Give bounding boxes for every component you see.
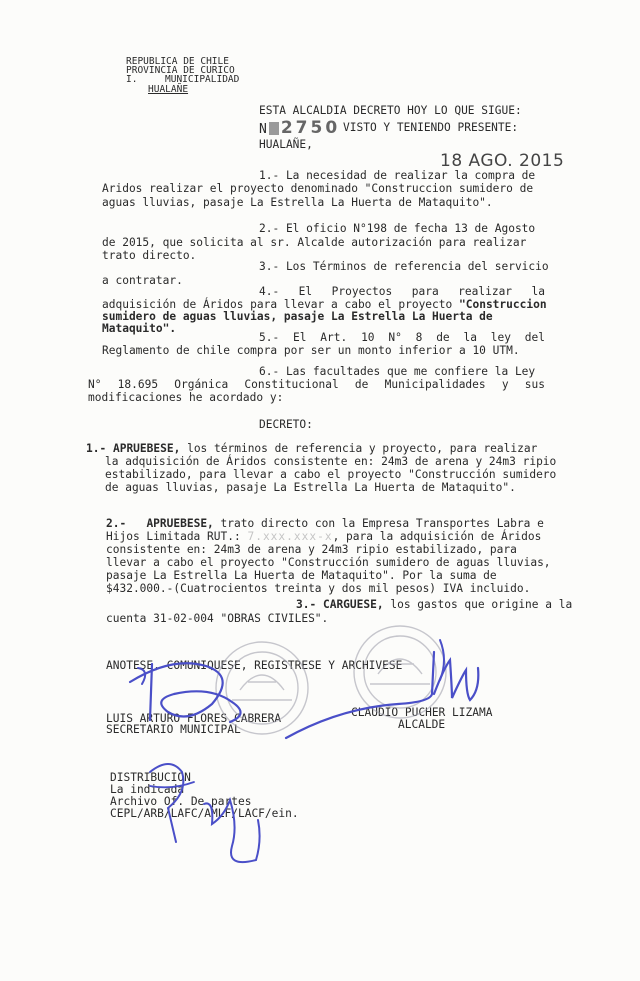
city-line: HUALAÑE, <box>259 138 313 151</box>
item-1-c: aguas lluvias, pasaje La Estrella La Huerta de Mataquito". <box>102 196 493 209</box>
decree-1-text: los términos de referencia y proyecto, para realizar <box>187 442 538 455</box>
item-6-b-text: N° 18.695 Orgánica Constitucional de Municipalidades y sus <box>88 378 545 391</box>
decree-3-b: cuenta 31-02-004 "OBRAS CIVILES". <box>106 612 329 625</box>
header-province: PROVINCIA DE CURICO <box>126 65 235 76</box>
secretary-title: SECRETARIO MUNICIPAL <box>106 723 241 736</box>
header-municipality: MUNICIPALIDAD <box>165 74 240 85</box>
decree-intro: ESTA ALCALDIA DECRETO HOY LO QUE SIGUE: <box>259 104 522 117</box>
item-3-b: a contratar. <box>102 274 183 287</box>
item-1-b: Aridos realizar el proyecto denominado "Construccion sumidero de <box>102 182 534 195</box>
rut-redacted: 7.xxx.xxx-x <box>247 530 333 543</box>
decree-3-a <box>296 598 572 612</box>
decree-number-prefix: N <box>259 122 267 137</box>
decree-3-keyword: CARGUESE, <box>322 598 384 611</box>
decree-2-a <box>106 517 544 531</box>
decree-2-d: llevar a cabo el proyecto "Construcción sumidero de aguas lluvias, <box>106 556 551 569</box>
item-2-a: 2.- El oficio N°198 de fecha 13 de Agosto <box>259 222 536 235</box>
decree-2-b-rest: , para la adquisición de Áridos <box>332 530 542 543</box>
item-4-c: sumidero de aguas lluvias, pasaje La Estrella La Huerta de <box>102 310 493 323</box>
distribution-item-3: CEPL/ARB/LAFC/AMLF/LACF/ein. <box>110 807 299 820</box>
distribution-item-2: Archivo Of. De partes <box>110 795 252 808</box>
date-stamp: 18 AGO. 2015 <box>440 151 565 171</box>
item-6-b <box>88 378 545 392</box>
header-republic: REPUBLICA DE CHILE <box>126 56 229 67</box>
decree-1-num: 1.- <box>86 442 107 455</box>
item-2-b: de 2015, que solicita al sr. Alcalde autorización para realizar <box>102 236 527 249</box>
decree-2-num: 2.- <box>106 517 127 530</box>
item-4-a-text: 4.- El Proyectos para realizar la <box>259 285 545 298</box>
decree-1-b: la adquisición de Áridos consistente en: 24m3 de arena y 24m3 ripio <box>105 455 557 468</box>
item-5-a <box>259 331 545 345</box>
item-5-b: Reglamento de chile compra por ser un monto inferior a 10 UTM. <box>102 344 520 357</box>
redaction-mark <box>269 122 279 135</box>
anotese-line: ANOTESE, COMUNIQUESE, REGISTRESE Y ARCHIVESE <box>106 659 403 672</box>
decree-1-a <box>86 442 537 456</box>
item-6-c: modificaciones he acordado y: <box>88 391 284 404</box>
item-5-a-text: 5.- El Art. 10 N° 8 de la ley del <box>259 331 545 344</box>
distribution-item-1: La indicada <box>110 783 185 796</box>
decree-3-text: los gastos que origine a la <box>390 598 573 611</box>
item-4-b-bold: "Construccion <box>459 298 547 311</box>
decree-2-text: trato directo con la Empresa Transportes Labra e <box>220 517 544 530</box>
mayor-title: ALCALDE <box>398 718 446 731</box>
item-4-b-text: adquisición de Áridos para llevar a cabo el proyecto <box>102 298 453 311</box>
decree-2-f: $432.000.-(Cuatrocientos treinta y dos mil pesos) IVA incluido. <box>106 582 531 595</box>
decree-2-keyword: APRUEBESE, <box>146 517 214 530</box>
decree-3-num: 3.- <box>296 598 317 611</box>
decree-2-rut-label: Hijos Limitada RUT.: <box>106 530 241 543</box>
header-i: I. <box>126 74 138 85</box>
decree-2-e: pasaje La Estrella La Huerta de Mataquito". Por la suma de <box>106 569 497 582</box>
item-4-a <box>259 285 545 299</box>
decree-number-value: 2750 <box>280 118 341 138</box>
decreto-heading: DECRETO: <box>259 418 313 431</box>
decree-1-c: estabilizado, para llevar a cabo el proyecto "Construcción sumidero <box>105 468 557 481</box>
item-6-a: 6.- Las facultades que me confiere la Ley <box>259 365 536 378</box>
distribution-heading: DISTRIBUCION <box>110 771 191 784</box>
header-town: HUALAÑE <box>148 84 189 95</box>
secretary-name: LUIS ARTURO FLORES CABRERA <box>106 712 282 725</box>
visto-heading: VISTO Y TENIENDO PRESENTE: <box>343 121 519 134</box>
decree-2-b <box>106 530 541 544</box>
item-3-a: 3.- Los Términos de referencia del servicio <box>259 260 549 273</box>
decree-1-keyword: APRUEBESE, <box>112 442 181 455</box>
decree-1-d: de aguas lluvias, pasaje La Estrella La Huerta de Mataquito". <box>105 481 516 494</box>
mayor-name: CLAUDIO PUCHER LIZAMA <box>351 706 493 719</box>
item-2-c: trato directo. <box>102 249 197 262</box>
item-1-a: 1.- La necesidad de realizar la compra de <box>259 169 536 182</box>
decree-2-c: consistente en: 24m3 de arena y 24m3 ripio estabilizado, para <box>106 543 517 556</box>
item-4-d: Mataquito". <box>102 322 177 335</box>
decree-number <box>259 118 340 138</box>
